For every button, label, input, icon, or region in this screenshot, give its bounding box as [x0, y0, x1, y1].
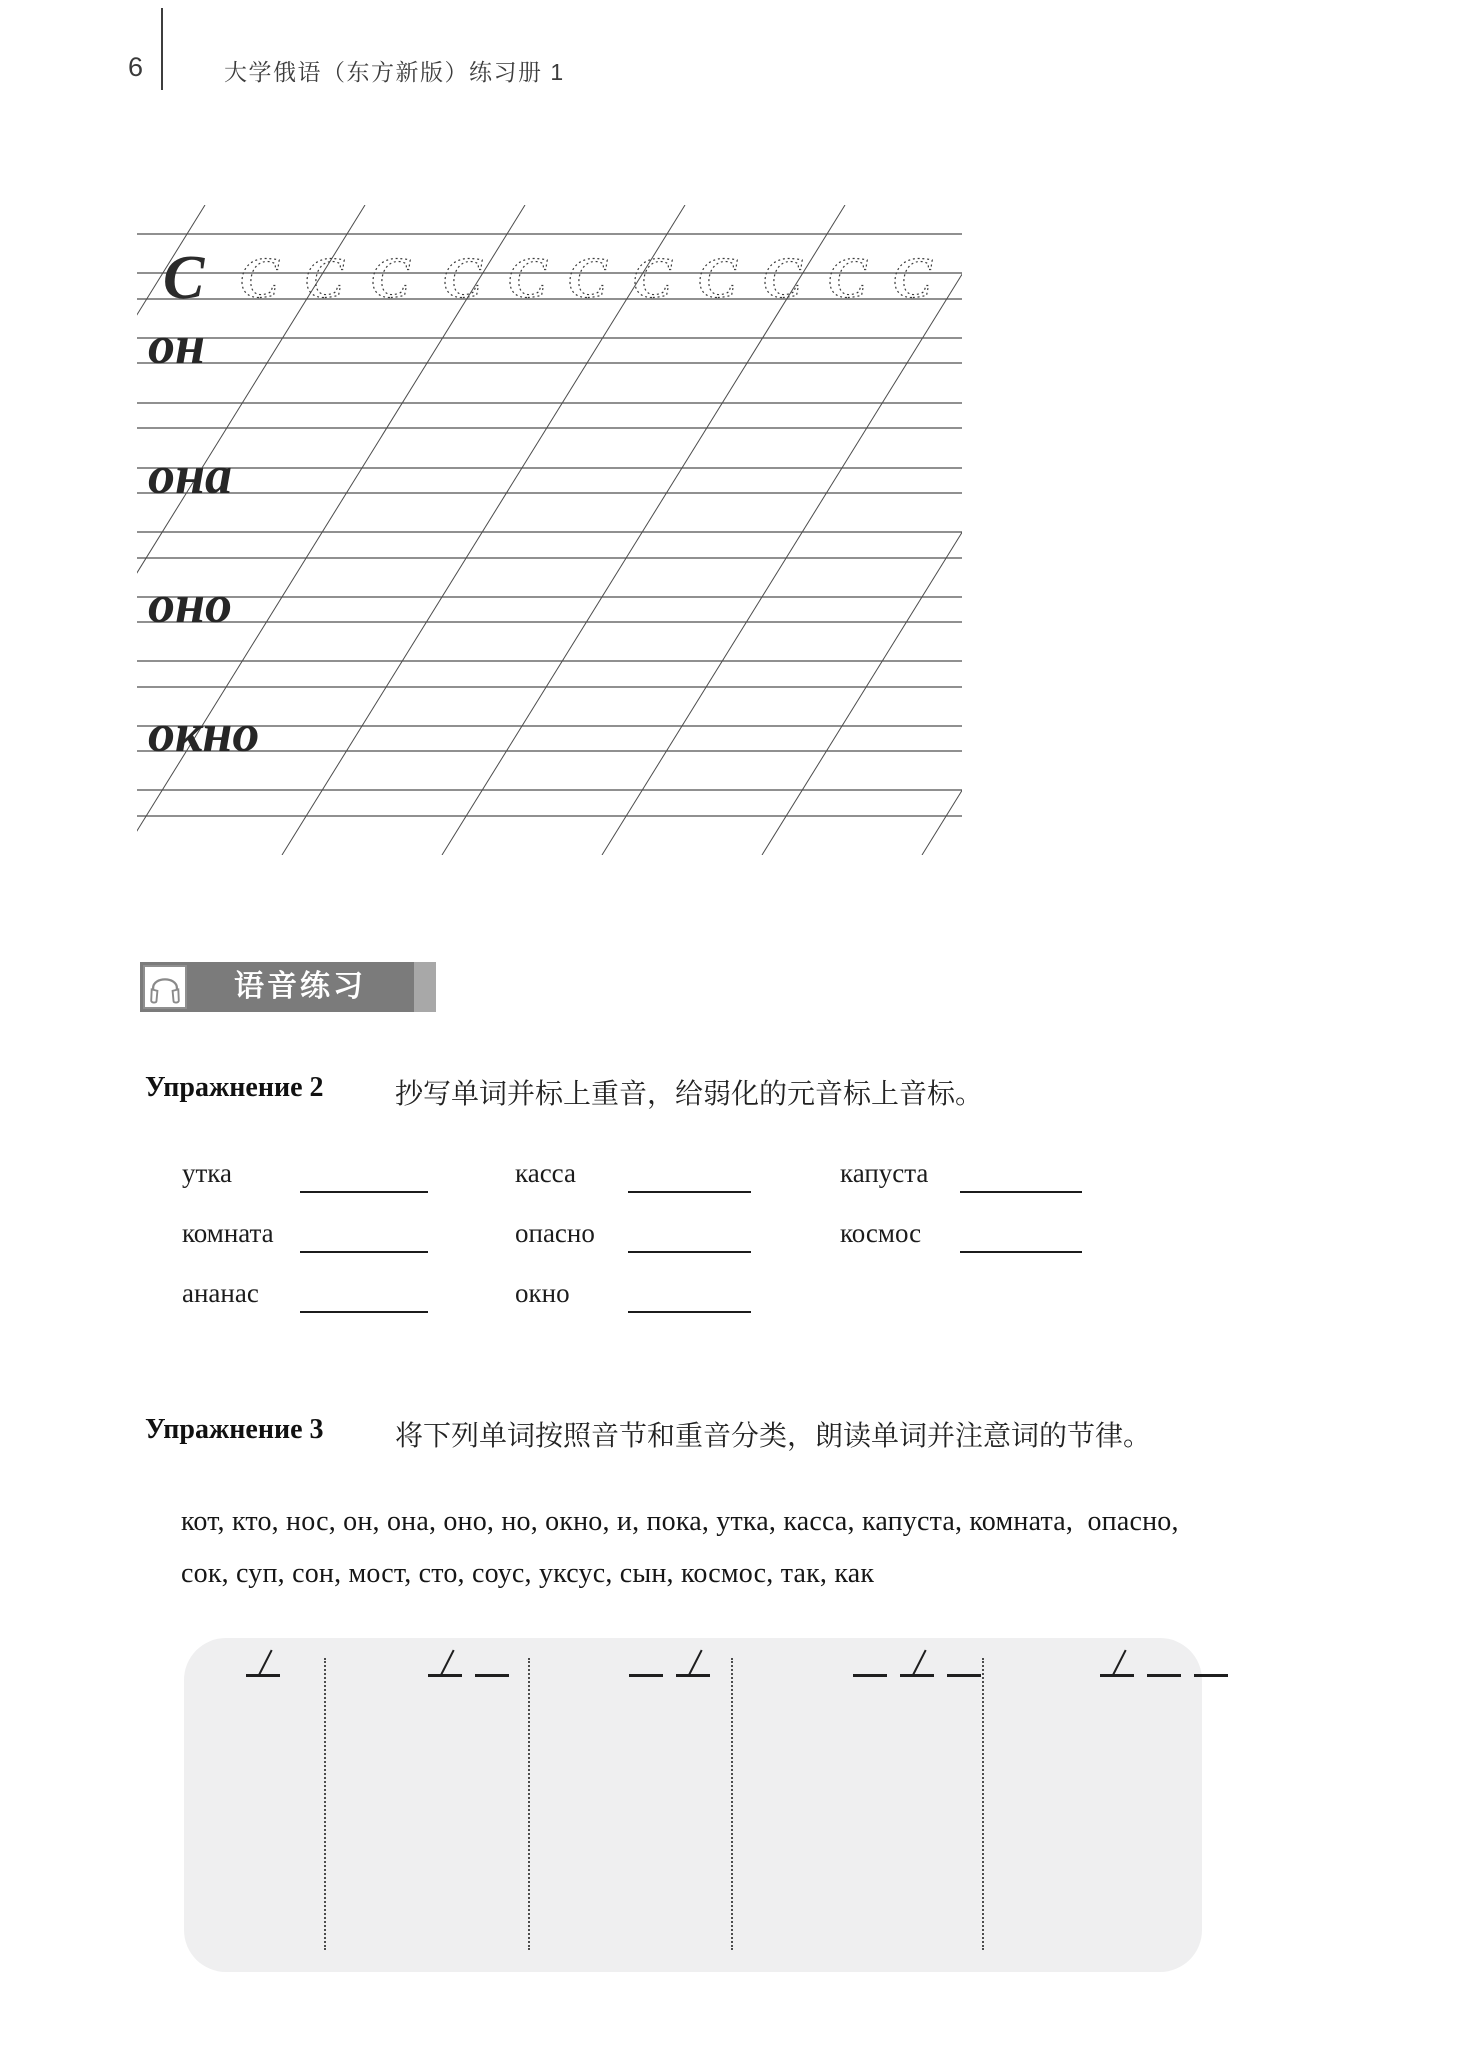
exercise2-word: утка	[182, 1158, 232, 1188]
answer-blank-line	[300, 1311, 428, 1313]
slant-guide-line	[762, 205, 1165, 855]
syllable-dash-stressed	[676, 1674, 710, 1677]
exercise2-label: Упражнение 2	[145, 1072, 324, 1103]
practice-word: она	[148, 445, 232, 505]
trace-letter-dotted: С	[698, 245, 737, 310]
syllable-dash-plain	[1147, 1674, 1181, 1677]
practice-word: он	[148, 315, 205, 375]
phonetics-section-bar	[140, 962, 436, 1012]
trace-letter-dotted: С	[305, 245, 344, 310]
answer-blank-line	[960, 1251, 1082, 1253]
answer-blank-line	[960, 1191, 1082, 1193]
trace-letter-dotted: С	[508, 245, 547, 310]
section-bar-cap	[414, 962, 436, 1012]
exercise2-word: капуста	[840, 1158, 929, 1188]
trace-letter-dotted: С	[633, 245, 672, 310]
trace-letter-dotted: С	[371, 245, 410, 310]
listening-icon-box	[143, 965, 187, 1009]
trace-letter-dotted: С	[893, 245, 932, 310]
trace-letter-solid: С	[163, 244, 205, 312]
trace-letter-dotted: С	[763, 245, 802, 310]
slant-guide-line	[922, 205, 1325, 855]
practice-word: оно	[148, 574, 232, 634]
stress-accent-mark	[1112, 1650, 1126, 1676]
exercise3-word-list-line2: сок, суп, сон, мост, сто, соус, уксус, сын, космос, так, как	[181, 1558, 875, 1589]
answer-blank-line	[300, 1191, 428, 1193]
column-separator-dotted	[324, 1658, 326, 1950]
syllable-dash-stressed	[246, 1674, 280, 1677]
syllable-dash-plain	[475, 1674, 509, 1677]
exercise2-instruction: 抄写单词并标上重音，给弱化的元音标上音标。	[395, 1079, 984, 1110]
answer-blank-line	[628, 1311, 751, 1313]
trace-letter-dotted: С	[828, 245, 867, 310]
page-number: 6	[128, 52, 144, 82]
syllable-dash-stressed	[900, 1674, 934, 1677]
syllable-dash-stressed	[428, 1674, 462, 1677]
stress-accent-mark	[688, 1650, 702, 1676]
answer-blank-line	[628, 1251, 751, 1253]
exercise2-word: космос	[840, 1218, 922, 1248]
trace-letter-dotted: С	[240, 245, 279, 310]
answer-blank-line	[628, 1191, 751, 1193]
practice-word: окно	[148, 703, 260, 763]
exercise3-instruction: 将下列单词按照音节和重音分类，朗读单词并注意词的节律。	[395, 1421, 1152, 1452]
stress-accent-mark	[440, 1650, 454, 1676]
syllable-classification-box	[184, 1638, 1202, 1972]
syllable-dash-plain	[629, 1674, 663, 1677]
book-title: 大学俄语（东方新版）练习册 1	[224, 59, 565, 85]
section-title: 语音练习	[234, 970, 366, 1003]
syllable-dash-plain	[853, 1674, 887, 1677]
exercise2-word: опасно	[515, 1218, 595, 1248]
trace-letter-dotted: С	[568, 245, 607, 310]
exercise3-label: Упражнение 3	[145, 1414, 324, 1445]
exercise2-word: касса	[515, 1158, 576, 1188]
exercise2-word: комната	[182, 1218, 274, 1248]
syllable-dash-plain	[1194, 1674, 1228, 1677]
column-separator-dotted	[528, 1658, 530, 1950]
exercise2-word: окно	[515, 1278, 570, 1308]
handwriting-practice-grid	[0, 0, 1457, 900]
answer-blank-line	[300, 1251, 428, 1253]
stress-accent-mark	[258, 1650, 272, 1676]
column-separator-dotted	[731, 1658, 733, 1950]
headphones-icon	[146, 968, 184, 1006]
column-separator-dotted	[982, 1658, 984, 1950]
syllable-dash-stressed	[1100, 1674, 1134, 1677]
trace-letter-dotted: С	[443, 245, 482, 310]
exercise2-word: ананас	[182, 1278, 259, 1308]
exercise3-word-list-line1: кот, кто, нос, он, она, оно, но, окно, и, пока, утка, касса, капуста, комната, опасно,	[181, 1506, 1179, 1537]
stress-accent-mark	[912, 1650, 926, 1676]
syllable-dash-plain	[947, 1674, 981, 1677]
